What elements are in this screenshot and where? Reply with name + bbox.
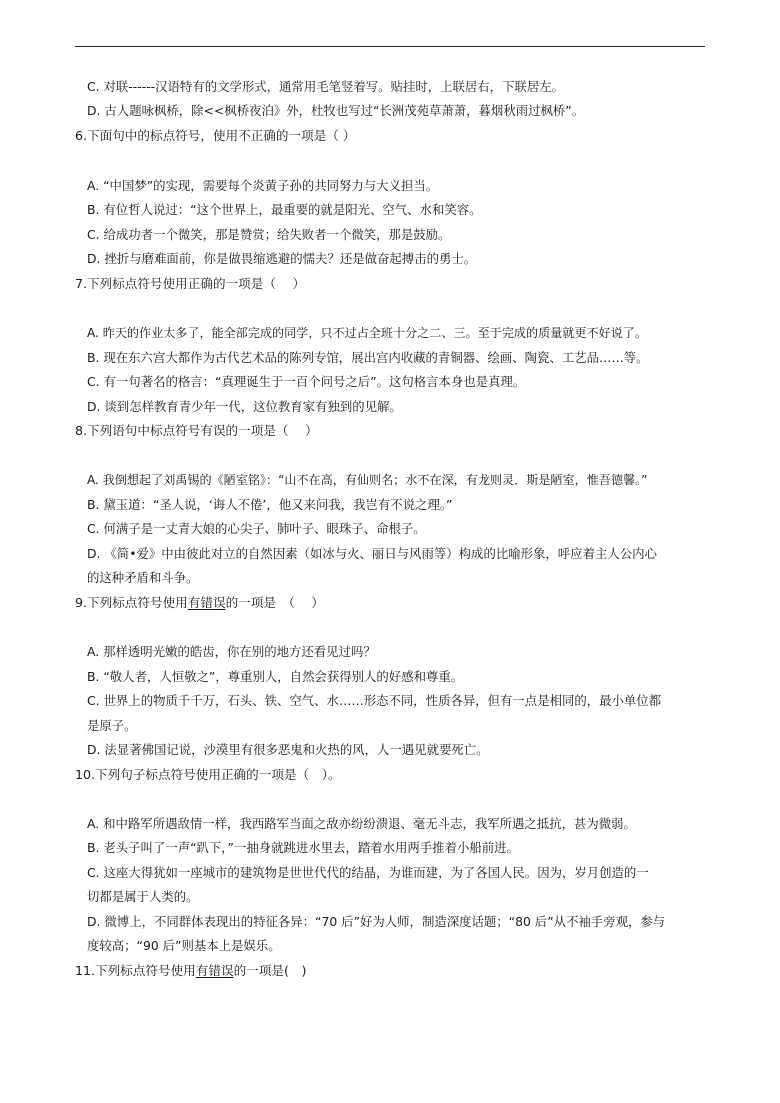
- option-text: D. 谈到怎样教育青少年一代，这位教育家有独到的见解。: [87, 399, 402, 414]
- option-text: C. 给成功者一个微笑，那是赞赏；给失败者一个微笑，那是鼓励。: [87, 227, 451, 242]
- option-text: A. “中国梦”的实现，需要每个炎黄子孙的共同努力与大义担当。: [87, 178, 439, 193]
- option-text: D. 挫折与磨难面前，你是做畏缩逃避的懦夫？还是做奋起搏击的勇士。: [87, 251, 477, 266]
- option-text: A. 和中路军所遇敌情一样，我西路军当面之敌亦纷纷溃退、毫无斗志，我军所遇之抵抗，甚为微弱。: [87, 816, 636, 831]
- question-9-text-end: 的一项是 （ ）: [225, 595, 325, 610]
- question-11-text-end: 的一项是( ): [233, 963, 307, 978]
- question-10: 10.下列句子标点符号使用正确的一项是（ ）。: [75, 767, 341, 782]
- option-text: B. 黛玉道：“圣人说，‘诲人不倦’，他又来问我，我岂有不说之理。”: [87, 497, 453, 512]
- option-text: A. 那样透明光嫩的皓齿，你在别的地方还看见过吗？: [87, 644, 376, 659]
- option-text: C. 这座大得犹如一座城市的建筑物是世世代代的结晶，为谁而建，为了各国人民。因为，岁月创造的一: [87, 865, 649, 880]
- option-text: B. “敬人者，人恒敬之”，尊重别人，自然会获得别人的好感和尊重。: [87, 669, 464, 684]
- option-text: C. 对联------汉语特有的文学形式，通常用毛笔竖着写。贴挂时，上联居右，下联居左。: [87, 79, 565, 94]
- question-11-underlined: 有错误: [195, 963, 234, 978]
- option-text-continued: 是原子。: [87, 718, 137, 733]
- question-9-underlined: 有错误: [187, 595, 226, 610]
- question-7: 7.下列标点符号使用正确的一项是（ ）: [75, 276, 306, 291]
- question-11-text: 11.下列标点符号使用: [75, 963, 196, 978]
- option-text: D. 古人题咏枫桥，除<<枫桥夜泊》外，杜牧也写过“长洲茂苑草萧萧，暮烟秋雨过枫桥”。: [87, 103, 585, 118]
- option-text: B. 老头子叫了一声“趴下，”一抽身就跳进水里去，踏着水用两手推着小船前进。: [87, 840, 519, 855]
- question-11: [75, 963, 306, 979]
- option-text: B. 现在东六宫大都作为古代艺术品的陈列专馆，展出宫内收藏的青铜器、绘画、陶瓷、工艺品……等。: [87, 350, 649, 365]
- option-text-continued: 度较高；“90 后”则基本上是娱乐。: [87, 938, 281, 953]
- option-text: A. 我倒想起了刘禹锡的《陋室铭》：“山不在高，有仙则名；水不在深，有龙则灵．斯是陋室，惟吾德馨。”: [87, 473, 648, 487]
- question-9-text: 9.下列标点符号使用: [75, 595, 188, 610]
- option-text: D. 《简•爱》中由彼此对立的自然因素（如冰与火、丽日与风雨等）构成的比喻形象，呼应着主人公内心: [87, 546, 657, 561]
- option-text: D. 法显著佛国记说，沙漠里有很多恶鬼和火热的风，人一遇见就要死亡。: [87, 742, 489, 757]
- option-text-continued: 切都是属于人类的。: [87, 889, 199, 904]
- question-9: [75, 595, 324, 611]
- option-text: B. 有位哲人说过：“这个世界上，最重要的就是阳光、空气、水和笑容。: [87, 202, 482, 217]
- header-rule: [75, 46, 705, 47]
- option-text-continued: 的这种矛盾和斗争。: [87, 570, 199, 585]
- option-text: A. 昨天的作业太多了，能全部完成的同学，只不过占全班十分之二、三。至于完成的质量就更不好说了。: [87, 326, 647, 340]
- option-text: C. 何满子是一丈青大娘的心尖子、肺叶子、眼珠子、命根子。: [87, 521, 426, 536]
- option-text: D. 微博上，不同群体表现出的特征各异：“70 后”好为人师，制造深度话题；“80 后”从不袖手旁观，参与: [87, 914, 666, 929]
- question-8: 8.下列语句中标点符号有误的一项是（ ）: [75, 423, 318, 438]
- question-6: 6.下面句中的标点符号，使用不正确的一项是（ ）: [75, 128, 356, 143]
- option-text: C. 世界上的物质千千万，石头、铁、空气、水……形态不同，性质各异，但有一点是相同的，最小单位都: [87, 693, 662, 708]
- option-text: C. 有一句著名的格言：“真理诞生于一百个问号之后”。这句格言本身也是真理。: [87, 374, 526, 389]
